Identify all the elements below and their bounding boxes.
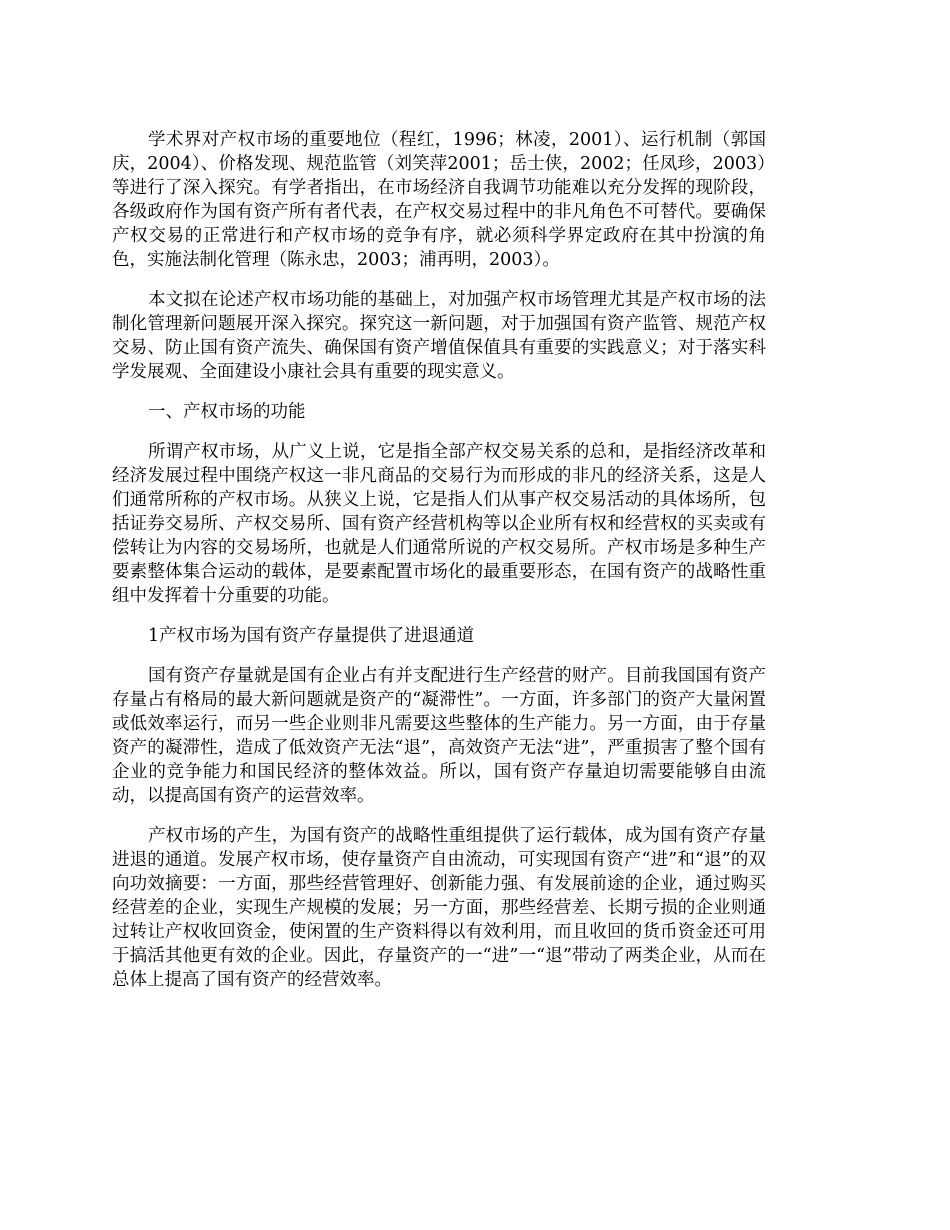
market-role-paragraph: 产权市场的产生，为国有资产的战略性重组提供了运行载体，成为国有资产存量进退的通道。发展产权市场，使存量资产自由流动，可实现国有资产“进”和“退”的双向功效摘要：一方面，那些经营管理好、创新能力强、有发展前途的企业，通过购买经营差的企业，实现生产规模的发展；另一方面，那些经营差、长期亏损的企业则通过转让产权收回资金，使闲置的生产资料得以有效利用，而且收回的货币资金还可用于搞活其他更有效的企业。因此，存量资产的一“进”一“退”带动了两类企业，从而在总体上提高了国有资产的经营效率。 bbox=[112, 826, 766, 990]
subsection-heading-1: 1产权市场为国有资产存量提供了进退通道 bbox=[148, 626, 475, 646]
stock-assets-paragraph: 国有资产存量就是国有企业占有并支配进行生产经营的财产。目前我国国有资产存量占有格局的最大新问题就是资产的“凝滞性”。一方面，许多部门的资产大量闲置或低效率运行，而另一些企业则非凡需要这些整体的生产能力。另一方面，由于存量资产的凝滞性，造成了低效资产无法“退”，高效资产无法“进”，严重损害了整个国有企业的竞争能力和国民经济的整体效益。所以，国有资产存量迫切需要能够自由流动，以提高国有资产的运营效率。 bbox=[112, 666, 766, 806]
document-page bbox=[112, 128, 766, 1008]
intro-paragraph-1: 学术界对产权市场的重要地位（程红，1996；林凌，2001）、运行机制（郭国庆，2004）、价格发现、规范监管（刘笑萍2001；岳士侠，2002；任凤珍，2003）等进行了深入探究。有学者指出，在市场经济自我调节功能难以充分发挥的现阶段，各级政府作为国有资产所有者代表，在产权交易过程中的非凡角色不可替代。要确保产权交易的正常进行和产权市场的竞争有序，就必须科学界定政府在其中扮演的角色，实施法制化管理（陈永忠，2003；浦再明，2003）。 bbox=[112, 130, 766, 270]
intro-paragraph-2: 本文拟在论述产权市场功能的基础上，对加强产权市场管理尤其是产权市场的法制化管理新问题展开深入探究。探究这一新问题，对于加强国有资产监管、规范产权交易、防止国有资产流失、确保国有资产增值保值具有重要的实践意义；对于落实科学发展观、全面建设小康社会具有重要的现实意义。 bbox=[112, 290, 766, 382]
section-heading-1: 一、产权市场的功能 bbox=[148, 402, 306, 422]
definition-paragraph: 所谓产权市场，从广义上说，它是指全部产权交易关系的总和，是指经济改革和经济发展过程中围绕产权这一非凡商品的交易行为而形成的非凡的经济关系，这是人们通常所称的产权市场。从狭义上说，它是指人们从事产权交易活动的具体场所，包括证券交易所、产权交易所、国有资产经营机构等以企业所有权和经营权的买卖或有偿转让为内容的交易场所，也就是人们通常所说的产权交易所。产权市场是多种生产要素整体集合运动的载体，是要素配置市场化的最重要形态，在国有资产的战略性重组中发挥着十分重要的功能。 bbox=[112, 442, 766, 606]
